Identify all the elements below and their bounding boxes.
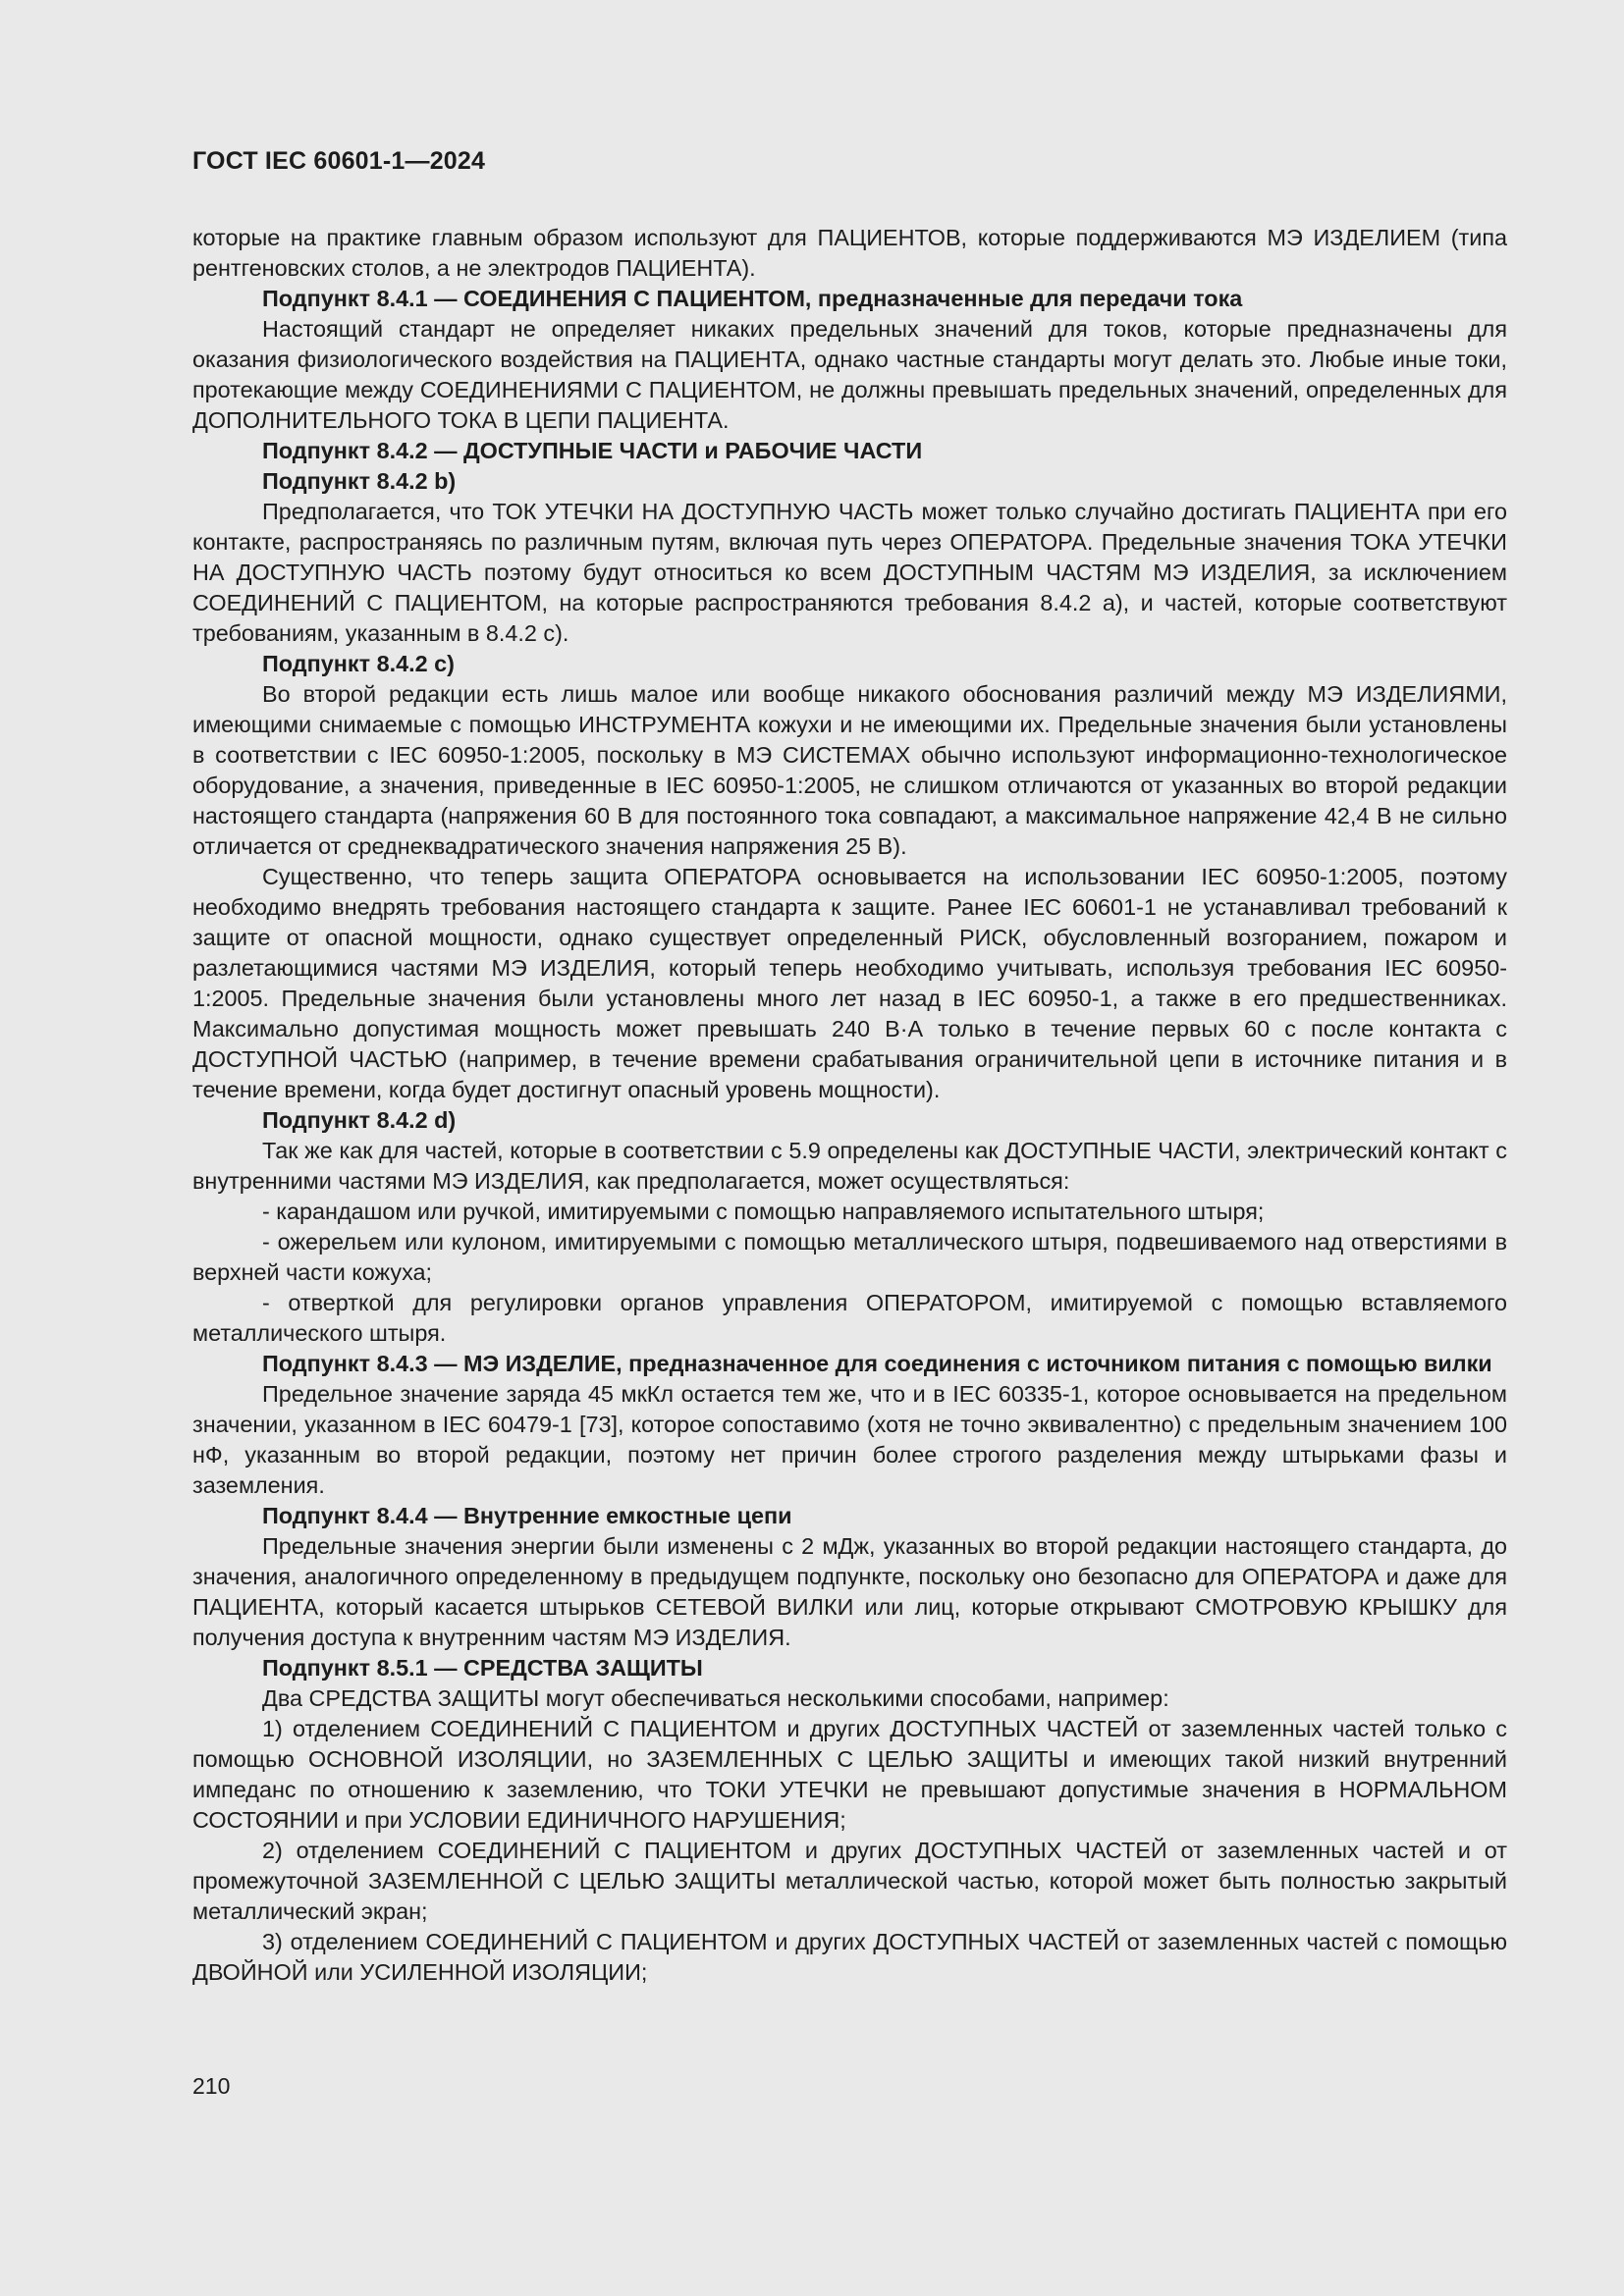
section-heading-8-4-3: Подпункт 8.4.3 — МЭ ИЗДЕЛИЕ, предназначенное для соединения с источником питания с помощью вилки — [262, 1351, 1492, 1376]
section-heading-8-4-2: Подпункт 8.4.2 — ДОСТУПНЫЕ ЧАСТИ и РАБОЧИЕ ЧАСТИ — [262, 438, 923, 463]
paragraph: Предельные значения энергии были изменены с 2 мДж, указанных во второй редакции настоящего стандарта, до значения, аналогичного определенному в предыдущем подпункте, поскольку оно безопасно для ОПЕРАТОРА и даже для ПАЦИЕНТА, который касается штырьков СЕТЕВОЙ ВИЛКИ или лиц, которые открывают СМОТРОВУЮ КРЫШКУ для получения доступа к внутренним частям МЭ ИЗДЕЛИЯ. — [192, 1533, 1507, 1650]
section-heading-8-4-4: Подпункт 8.4.4 — Внутренние емкостные цепи — [262, 1503, 792, 1528]
paragraph: Предельное значение заряда 45 мкКл остается тем же, что и в IEC 60335-1, которое основывается на предельном значении, указанном в IEC 60479-1 [73], которое сопоставимо (хотя не точно эквивалентно) с предельным значением 100 нФ, указанным во второй редакции, поэтому нет причин более строгого разделения между штырьками фазы и заземления. — [192, 1381, 1507, 1498]
list-item: - карандашом или ручкой, имитируемыми с помощью направляемого испытательного штыря; — [262, 1199, 1265, 1224]
paragraph: Так же как для частей, которые в соответствии с 5.9 определены как ДОСТУПНЫЕ ЧАСТИ, электрический контакт с внутренними частями МЭ ИЗДЕЛИЯ, как предполагается, может осуществляться: — [192, 1138, 1507, 1194]
list-item: 2) отделением СОЕДИНЕНИЙ С ПАЦИЕНТОМ и других ДОСТУПНЫХ ЧАСТЕЙ от заземленных частей и от промежуточной ЗАЗЕМЛЕННОЙ С ЦЕЛЬЮ ЗАЩИТЫ металлической частью, которой может быть полностью закрытый металлический экран; — [192, 1838, 1507, 1924]
list-item: 3) отделением СОЕДИНЕНИЙ С ПАЦИЕНТОМ и других ДОСТУПНЫХ ЧАСТЕЙ от заземленных частей с помощью ДВОЙНОЙ или УСИЛЕННОЙ ИЗОЛЯЦИИ; — [192, 1929, 1507, 1985]
page-number: 210 — [192, 2073, 231, 2099]
section-heading-8-4-2-c: Подпункт 8.4.2 c) — [262, 651, 455, 676]
paragraph: Существенно, что теперь защита ОПЕРАТОРА основывается на использовании IEC 60950-1:2005, поэтому необходимо внедрять требования настоящего стандарта к защите. Ранее IEC 60601-1 не устанавливал требований к защите от опасной мощности, однако существует определенный РИСК, обусловленный возгоранием, пожаром и разлетающимися частями МЭ ИЗДЕЛИЯ, который теперь необходимо учитывать, используя требования IEC 60950-1:2005. Предельные значения были установлены много лет назад в IEC 60950-1, а также в его предшественниках. Максимально допустимая мощность может превышать 240 В·А только в течение первых 60 с после контакта с ДОСТУПНОЙ ЧАСТЬЮ (например, в течение времени срабатывания ограничительной цепи в источнике питания и в течение времени, когда будет достигнут опасный уровень мощности). — [192, 864, 1507, 1102]
document-header: ГОСТ IEC 60601-1—2024 — [192, 147, 486, 175]
section-heading-8-5-1: Подпункт 8.5.1 — СРЕДСТВА ЗАЩИТЫ — [262, 1655, 703, 1681]
document-body — [192, 223, 1507, 1988]
section-heading-8-4-2-b: Подпункт 8.4.2 b) — [262, 468, 457, 494]
paragraph: Предполагается, что ТОК УТЕЧКИ НА ДОСТУПНУЮ ЧАСТЬ может только случайно достигать ПАЦИЕНТА при его контакте, распространяясь по различным путям, включая путь через ОПЕРАТОРА. Предельные значения ТОКА УТЕЧКИ НА ДОСТУПНУЮ ЧАСТЬ поэтому будут относиться ко всем ДОСТУПНЫМ ЧАСТЯМ МЭ ИЗДЕЛИЯ, за исключением СОЕДИНЕНИЙ С ПАЦИЕНТОМ, на которые распространяются требования 8.4.2 а), и частей, которые соответствуют требованиям, указанным в 8.4.2 c). — [192, 499, 1507, 646]
list-item: 1) отделением СОЕДИНЕНИЙ С ПАЦИЕНТОМ и других ДОСТУПНЫХ ЧАСТЕЙ от заземленных частей только с помощью ОСНОВНОЙ ИЗОЛЯЦИИ, но ЗАЗЕМЛЕННЫХ С ЦЕЛЬЮ ЗАЩИТЫ и имеющих такой низкий внутренний импеданс по отношению к заземлению, что ТОКИ УТЕЧКИ не превышают допустимые значения в НОРМАЛЬНОМ СОСТОЯНИИ и при УСЛОВИИ ЕДИНИЧНОГО НАРУШЕНИЯ; — [192, 1716, 1507, 1833]
section-heading-8-4-1: Подпункт 8.4.1 — СОЕДИНЕНИЯ С ПАЦИЕНТОМ, предназначенные для передачи тока — [262, 286, 1243, 311]
section-heading-8-4-2-d: Подпункт 8.4.2 d) — [262, 1107, 457, 1133]
paragraph: Настоящий стандарт не определяет никаких предельных значений для токов, которые предназначены для оказания физиологического воздействия на ПАЦИЕНТА, однако частные стандарты могут делать это. Любые иные токи, протекающие между СОЕДИНЕНИЯМИ С ПАЦИЕНТОМ, не должны превышать предельных значений, определенных для ДОПОЛНИТЕЛЬНОГО ТОКА В ЦЕПИ ПАЦИЕНТА. — [192, 316, 1507, 433]
list-item: - отверткой для регулировки органов управления ОПЕРАТОРОМ, имитируемой с помощью вставляемого металлического штыря. — [192, 1290, 1507, 1346]
paragraph: Во второй редакции есть лишь малое или вообще никакого обоснования различий между МЭ ИЗДЕЛИЯМИ, имеющими снимаемые с помощью ИНСТРУМЕНТА кожухи и не имеющими их. Предельные значения были установлены в соответствии с IEC 60950-1:2005, поскольку в МЭ СИСТЕМАХ обычно используют информационно-технологическое оборудование, а значения, приведенные в IEC 60950-1:2005, не слишком отличаются от указанных во второй редакции настоящего стандарта (напряжения 60 В для постоянного тока совпадают, а максимальное напряжение 42,4 В не сильно отличается от среднеквадратического значения напряжения 25 В). — [192, 681, 1507, 859]
paragraph-continuation: которые на практике главным образом используют для ПАЦИЕНТОВ, которые поддерживаются МЭ ИЗДЕЛИЕМ (типа рентгеновских столов, а не электродов ПАЦИЕНТА). — [192, 225, 1507, 281]
list-item: - ожерельем или кулоном, имитируемыми с помощью металлического штыря, подвешиваемого над отверстиями в верхней части кожуха; — [192, 1229, 1507, 1285]
paragraph: Два СРЕДСТВА ЗАЩИТЫ могут обеспечиваться несколькими способами, например: — [262, 1685, 1169, 1711]
